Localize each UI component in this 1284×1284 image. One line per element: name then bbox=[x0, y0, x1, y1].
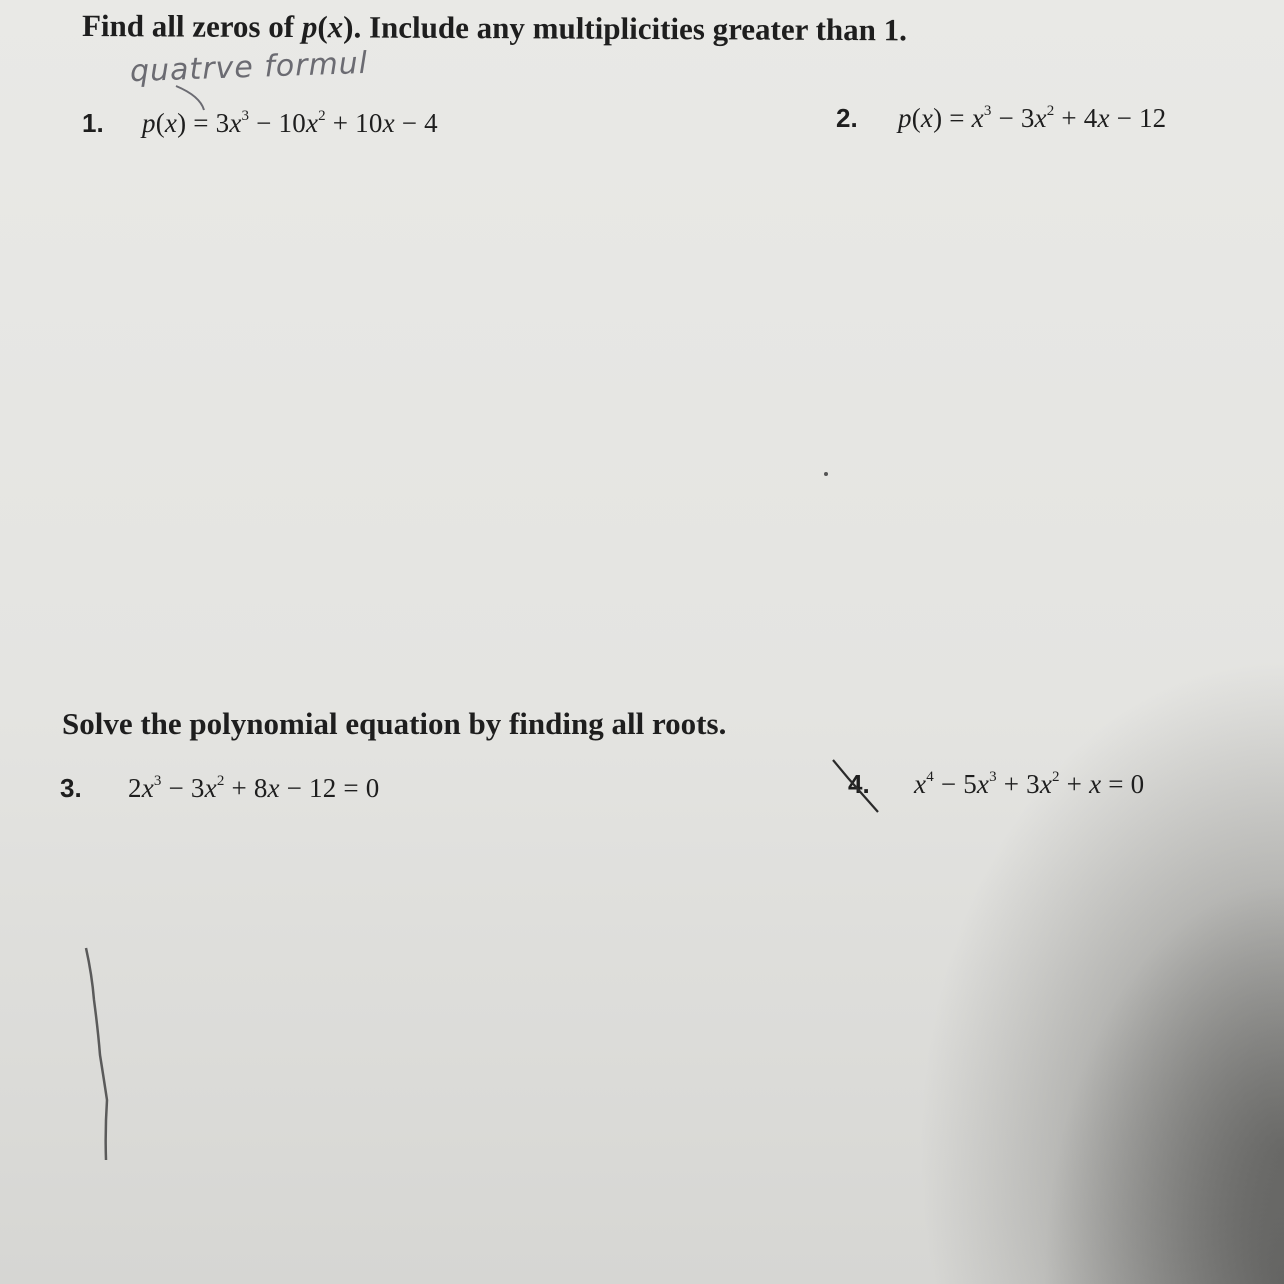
checkmark-problem-4 bbox=[833, 760, 878, 812]
problem-1-number: 1. bbox=[82, 108, 104, 138]
handwritten-note: quatrve formul bbox=[129, 45, 369, 90]
section-1-heading-text: Find all zeros of p(x). Include any multiplicities greater than 1. bbox=[81, 8, 908, 48]
section-2-heading: Solve the polynomial equation by finding all roots. bbox=[62, 706, 727, 741]
problem-4-expression: $x^4 - 5x^3 + 3x^2 + x = 0$ bbox=[914, 769, 1145, 799]
problem-2-expression: $p(x) = x^3 - 3x^2 + 4x - 12$ bbox=[898, 103, 1167, 133]
problem-4-number: 4. bbox=[848, 769, 870, 799]
problem-1-expression: $p(x) = 3x^3 - 10x^2 + 10x - 4$ bbox=[142, 108, 438, 138]
handwritten-arrow-mark bbox=[176, 86, 204, 110]
paper-speck bbox=[824, 472, 828, 476]
problem-2-number: 2. bbox=[836, 103, 858, 133]
problem-3-number: 3. bbox=[60, 773, 82, 803]
problem-3-expression: $2x^3 - 3x^2 + 8x - 12 = 0$ bbox=[128, 773, 380, 803]
paper-tear-mark bbox=[86, 948, 107, 1160]
